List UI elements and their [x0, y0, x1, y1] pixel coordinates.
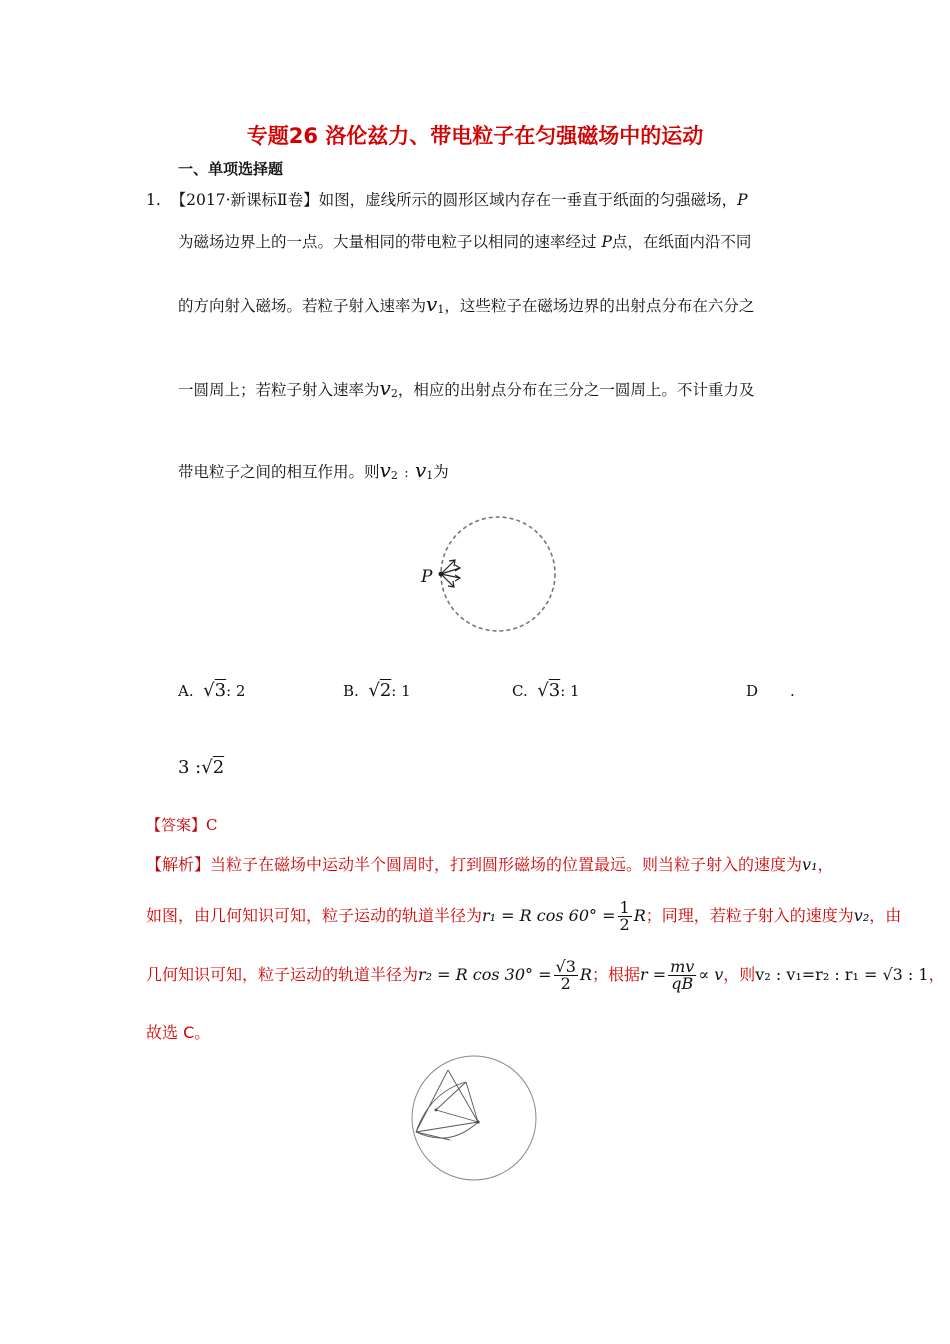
option-d[interactable]: D	[746, 682, 759, 700]
question-line-2: 为磁场边界上的一点。大量相同的带电粒子以相同的速率经过 P点，在纸面内沿不同	[178, 233, 752, 251]
analysis-line-3: 几何知识可知，粒子运动的轨道半径为r₂ = R cos 30° = $\frac{√3}{2}$ R；根据r = $\frac{mv}{qB}$ ∝ v，则v₂ : v₁=r₂ : r₁ = √3 : 1，	[146, 957, 945, 993]
section-heading: 一、单项选择题	[178, 160, 284, 178]
option-a[interactable]: A. √3: 2	[178, 680, 246, 701]
geometry-figure	[410, 1052, 540, 1186]
velocity-arrows	[441, 560, 460, 587]
answer-value: C	[206, 816, 218, 834]
question-line-5: 带电粒子之间的相互作用。则v2 : v1为	[178, 458, 449, 482]
v2-symbol: v2	[379, 376, 398, 400]
option-d-dot: .	[790, 682, 795, 700]
option-c[interactable]: C. √3: 1	[512, 680, 580, 701]
analysis-label: 【解析】	[146, 855, 211, 874]
outer-circle	[412, 1056, 536, 1180]
option-b[interactable]: B. √2: 1	[343, 680, 411, 701]
v1-symbol: v1	[426, 292, 445, 316]
question-line-4: 一圆周上；若粒子射入速率为v2，相应的出射点分布在三分之一圆周上。不计重力及	[178, 376, 755, 400]
magnetic-field-figure	[415, 510, 565, 640]
question-number: 1.	[146, 191, 161, 209]
field-boundary-circle	[441, 517, 555, 631]
question-line-3: 的方向射入磁场。若粒子射入速率为v1，这些粒子在磁场边界的出射点分布在六分之	[178, 292, 755, 316]
answer-line	[146, 814, 218, 835]
trajectory-lines	[416, 1070, 478, 1140]
answer-label: 【答案】	[146, 816, 207, 834]
option-d-value: 3 :√2	[178, 757, 225, 778]
ratio-symbol: v2 : v1	[379, 458, 434, 482]
page-title: 专题26 洛伦兹力、带电粒子在匀强磁场中的运动	[246, 124, 704, 148]
question-source: 【2017·新课标Ⅱ卷】	[170, 191, 319, 209]
point-p-label: P	[421, 567, 433, 587]
analysis-line-1: 【解析】当粒子在磁场中运动半个圆周时，打到圆形磁场的位置最远。则当粒子射入的速度为v₁，	[146, 855, 834, 874]
analysis-line-2: 如图，由几何知识可知，粒子运动的轨道半径为r₁ = R cos 60° = $\frac{1}{2}$ R；同理，若粒子射入的速度为v₂，由	[146, 898, 902, 934]
question-line-1: 1. 【2017·新课标Ⅱ卷】如图，虚线所示的圆形区域内存在一垂直于纸面的匀强磁场，P	[146, 191, 748, 209]
analysis-line-4: 故选 C。	[146, 1023, 211, 1042]
